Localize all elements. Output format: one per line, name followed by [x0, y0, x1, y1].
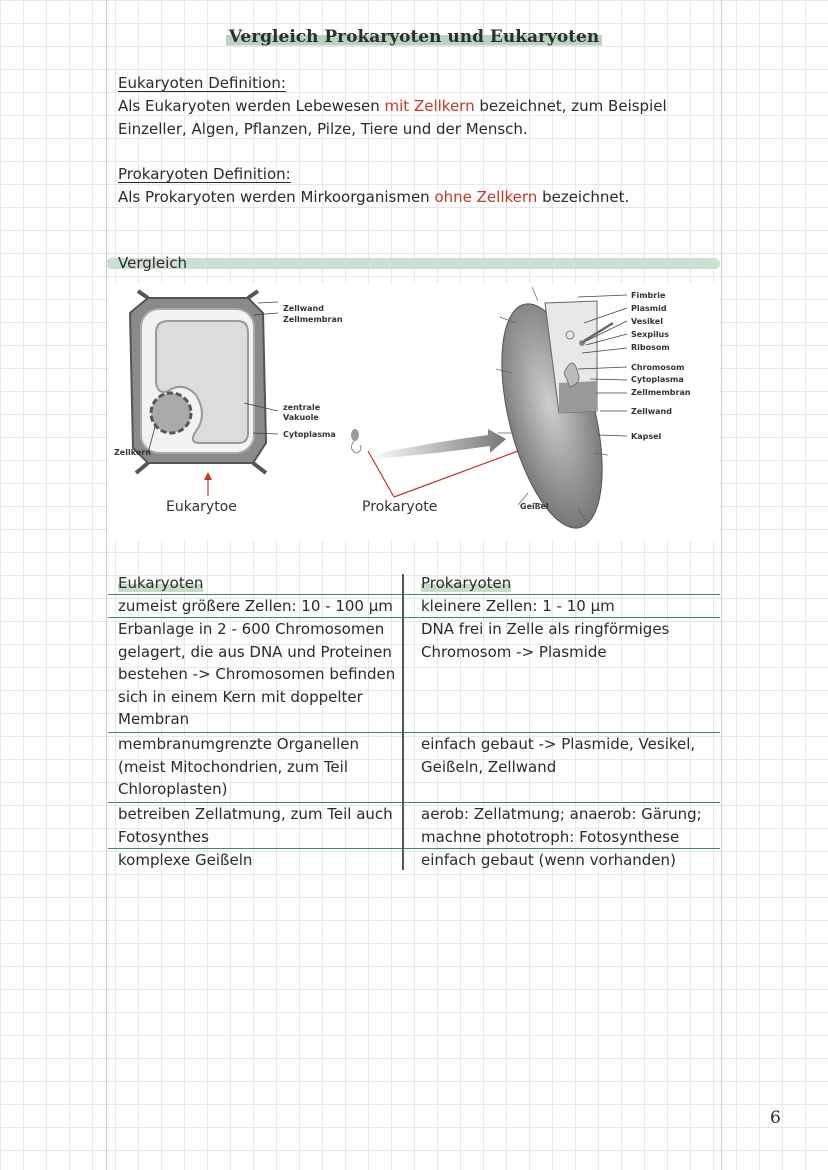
eukaryote-caption: Eukarytoe — [166, 499, 237, 515]
label-geissel: Geißel — [520, 502, 549, 511]
label-zellmembran: Zellmembran — [283, 315, 343, 324]
table-header-row — [108, 572, 720, 595]
table-cell: DNA frei in Zelle als ringförmiges Chromosom -> Plasmide — [421, 620, 670, 661]
table-row — [108, 803, 720, 849]
table-column-divider — [402, 574, 404, 870]
label-ribosom: Ribosom — [631, 343, 670, 352]
label-vakuole: Vakuole — [283, 413, 319, 422]
prokaryoten-definition-text: Als Prokaryoten werden Mirkoorganismen ohne Zellkern bezeichnet. — [118, 188, 630, 206]
label-kapsel: Kapsel — [631, 432, 662, 441]
eukaryoten-definition-text: Als Eukaryoten werden Lebewesen mit Zellkern bezeichnet, zum Beispiel Einzeller, Algen, Pflanzen, Pilze, Tiere und der Mensch. — [118, 97, 667, 138]
table-cell: einfach gebaut (wenn vorhanden) — [421, 851, 676, 869]
vergleich-label: Vergleich — [118, 254, 188, 272]
label-fimbrie: Fimbrie — [631, 291, 666, 300]
label-zellwand: Zellwand — [283, 304, 324, 313]
eukaryote-cell-drawing — [130, 291, 278, 496]
eukaryoten-definition — [118, 72, 718, 141]
table-row — [108, 849, 720, 873]
table-cell: komplexe Geißeln — [118, 851, 253, 869]
label-zellwand-prok: Zellwand — [631, 407, 672, 416]
table-cell: betreiben Zellatmung, zum Teil auch Fotosynthes — [118, 805, 393, 846]
label-cytoplasma-prok: Cytoplasma — [631, 375, 684, 384]
table-cell: aerob: Zellatmung; anaerob: Gärung; machne phototroph: Fotosynthese — [421, 805, 702, 846]
table-cell: einfach gebaut -> Plasmide, Vesikel, Geißeln, Zellwand — [421, 735, 696, 776]
page-number: 6 — [770, 1108, 781, 1128]
table-row — [108, 595, 720, 618]
prokaryoten-definition — [118, 163, 718, 209]
comparison-table — [108, 572, 720, 873]
label-zentrale: zentrale — [283, 403, 321, 412]
table-cell: kleinere Zellen: 1 - 10 µm — [421, 597, 615, 615]
table-cell: zumeist größere Zellen: 10 - 100 µm — [118, 597, 393, 615]
label-zellmembran-prok: Zellmembran — [631, 388, 691, 397]
mit-zellkern-highlight: mit Zellkern — [384, 97, 475, 115]
vergleich-highlight-bar — [106, 258, 720, 269]
label-chromosom: Chromosom — [631, 363, 685, 372]
left-margin-line — [106, 0, 107, 1170]
table-header-eukaryoten: Eukaryoten — [118, 574, 204, 592]
bacterium-drawing — [482, 287, 627, 538]
table-row — [108, 733, 720, 803]
table-row — [108, 618, 720, 733]
ohne-zellkern-highlight: ohne Zellkern — [434, 188, 538, 206]
table-cell: Erbanlage in 2 - 600 Chromosomen gelagert, die aus DNA und Proteinen bestehen -> Chromosomen befinden sich in einem Kern mit doppelter Membran — [118, 620, 396, 728]
prokaryoten-definition-heading: Prokaryoten Definition: — [118, 165, 291, 183]
right-margin-line — [721, 0, 722, 1170]
label-zellkern: Zellkern — [114, 448, 151, 457]
table-header-prokaryoten: Prokaryoten — [421, 574, 512, 592]
prokaryote-small-drawing — [351, 429, 518, 497]
label-cytoplasma-euk: Cytoplasma — [283, 430, 336, 439]
cell-diagram — [108, 283, 720, 541]
prokaryote-caption: Prokaryote — [362, 499, 438, 515]
eukaryoten-definition-heading: Eukaryoten Definition: — [118, 74, 286, 92]
label-sexpilus: Sexpilus — [631, 330, 670, 339]
page-title: Vergleich Prokaryoten und Eukaryoten — [0, 27, 828, 47]
label-plasmid: Plasmid — [631, 304, 667, 313]
table-cell: membranumgrenzte Organellen (meist Mitochondrien, zum Teil Chloroplasten) — [118, 735, 360, 798]
label-vesikel: Vesikel — [631, 317, 663, 326]
